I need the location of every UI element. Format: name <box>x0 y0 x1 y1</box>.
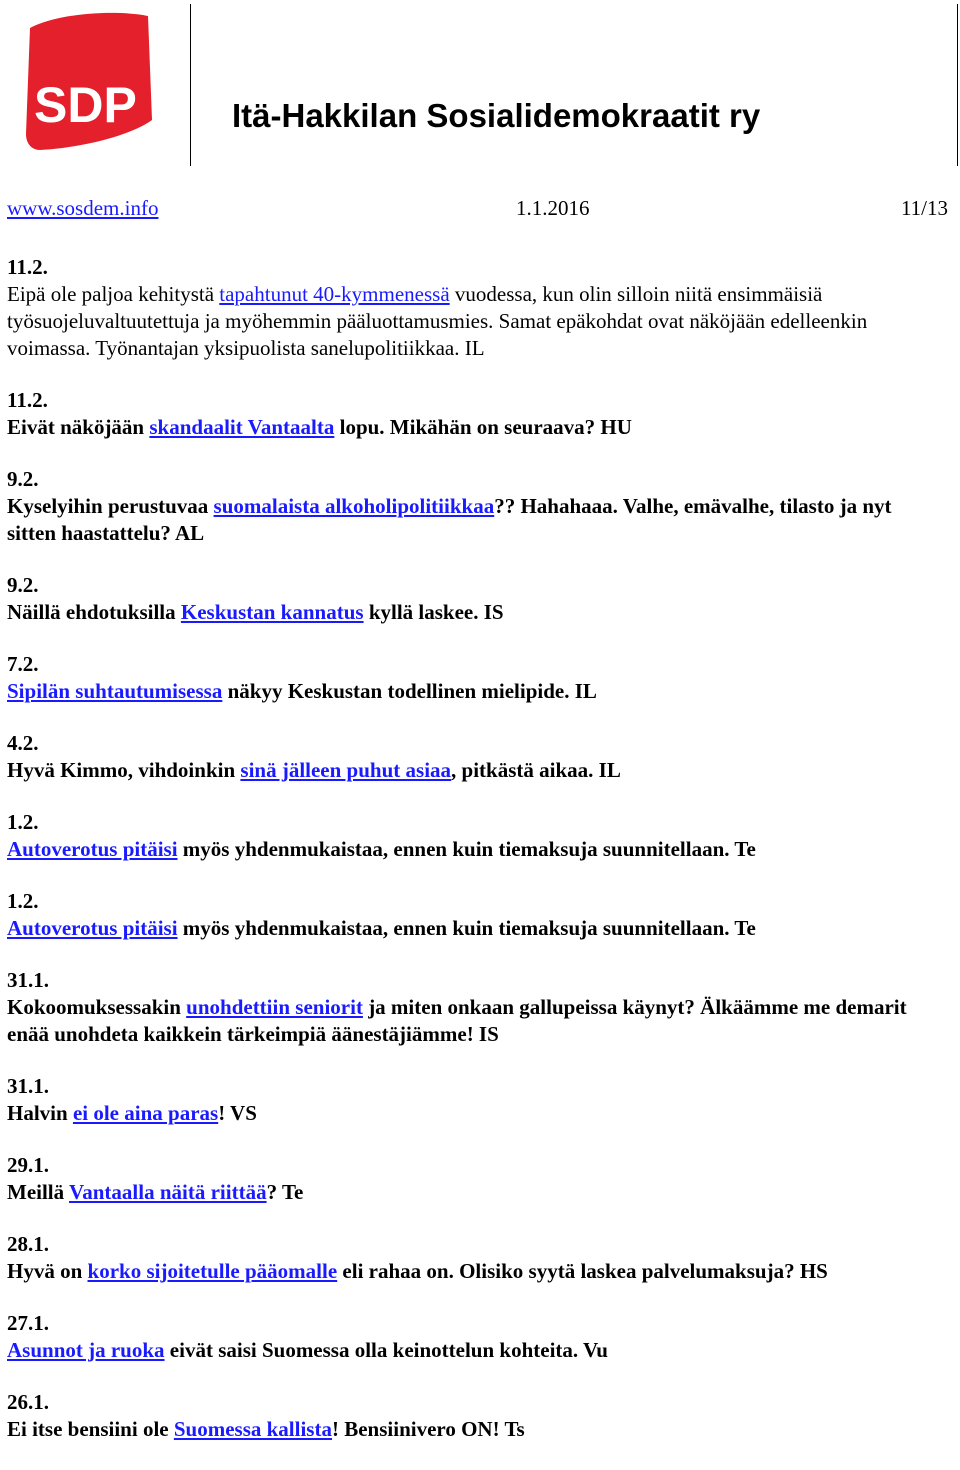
entry-link[interactable]: sinä jälleen puhut asiaa <box>240 758 452 782</box>
entry-date: 1.2. <box>7 810 39 834</box>
entry-text-segment: Hyvä on <box>7 1259 88 1283</box>
entry-link[interactable]: Asunnot ja ruoka <box>7 1338 165 1362</box>
entry-date: 7.2. <box>7 652 39 676</box>
entry-link[interactable]: Vantaalla näitä riittää <box>69 1180 267 1204</box>
entry-text <box>7 915 942 942</box>
entry-text-segment: Eivät näköjään <box>7 415 150 439</box>
entry-text-segment: vuodessa, kun olin silloin niitä ensimmäisiä työsuojeluvaltuutettuja ja myöhemmin pääluottamusmies. Samat epäkohdat ovat näköjään edelleenkin voimassa. Työnantajan yksipuolista sanelupolitiikkaa. IL <box>7 282 868 360</box>
header-divider-left <box>190 4 191 166</box>
news-entry <box>7 1389 942 1443</box>
entry-text <box>7 1179 942 1206</box>
news-entry <box>7 1152 942 1206</box>
entry-date: 9.2. <box>7 467 39 491</box>
entry-text-segment: ? Te <box>266 1180 304 1204</box>
news-entry <box>7 1231 942 1285</box>
entry-text <box>7 1100 942 1127</box>
entry-text <box>7 836 942 863</box>
sdp-rose-logo-graphic <box>20 10 156 150</box>
entry-link[interactable]: unohdettiin seniorit <box>186 995 363 1019</box>
news-entry <box>7 387 942 441</box>
entry-date: 11.2. <box>7 388 48 412</box>
header-meta-row <box>7 193 948 223</box>
entry-date: 29.1. <box>7 1153 49 1177</box>
news-entry <box>7 466 942 547</box>
entry-text-segment: myös yhdenmukaistaa, ennen kuin tiemaksuja suunnitellaan. Te <box>177 837 756 861</box>
entry-text-segment: ?? Hahahaaa. Valhe, emävalhe, tilasto ja nyt sitten haastattelu? AL <box>7 494 892 545</box>
news-entry <box>7 1310 942 1364</box>
news-entry <box>7 572 942 626</box>
entry-link[interactable]: Sipilän suhtautumisessa <box>7 679 223 703</box>
entry-text-segment: eivät saisi Suomessa olla keinottelun kohteita. Vu <box>164 1338 608 1362</box>
news-entry <box>7 809 942 863</box>
entry-text <box>7 1416 942 1443</box>
entry-text-segment: lopu. Mikähän on seuraava? HU <box>334 415 632 439</box>
entry-link[interactable]: Autoverotus pitäisi <box>7 916 178 940</box>
entry-link[interactable]: suomalaista alkoholipolitiikkaa <box>213 494 495 518</box>
entry-text-segment: myös yhdenmukaistaa, ennen kuin tiemaksuja suunnitellaan. Te <box>177 916 756 940</box>
organization-name: Itä-Hakkilan Sosialidemokraatit ry <box>232 97 761 134</box>
entry-link[interactable]: Keskustan kannatus <box>180 600 364 624</box>
entry-date: 31.1. <box>7 968 49 992</box>
entry-text <box>7 678 942 705</box>
entry-text-segment: ja miten onkaan gallupeissa käynyt? Älkäämme me demarit enää unohdeta kaikkein tärkeimpiä äänestäjiämme! IS <box>7 995 907 1046</box>
entry-text-segment: Hyvä Kimmo, vihdoinkin <box>7 758 241 782</box>
entry-text-segment: Ei itse bensiini ole <box>7 1417 174 1441</box>
news-entry <box>7 967 942 1048</box>
entry-text-segment: näkyy Keskustan todellinen mielipide. IL <box>222 679 597 703</box>
entry-link[interactable]: tapahtunut 40-kymmenessä <box>219 282 450 306</box>
entry-date: 4.2. <box>7 731 39 755</box>
entry-text-segment: Halvin <box>7 1101 73 1125</box>
entry-text-segment: Kyselyihin perustuvaa <box>7 494 214 518</box>
entry-date: 26.1. <box>7 1390 49 1414</box>
entry-text <box>7 1337 942 1364</box>
entry-link[interactable]: Autoverotus pitäisi <box>7 837 178 861</box>
news-entry <box>7 1073 942 1127</box>
entry-date: 31.1. <box>7 1074 49 1098</box>
entry-text <box>7 1258 942 1285</box>
entry-text <box>7 599 942 626</box>
entry-link[interactable]: ei ole aina paras <box>72 1101 219 1125</box>
entry-text <box>7 414 942 441</box>
entry-text <box>7 493 942 547</box>
entry-date: 9.2. <box>7 573 39 597</box>
entry-text-segment: Eipä ole paljoa kehitystä <box>7 282 220 306</box>
entry-date: 11.2. <box>7 255 48 279</box>
news-entry <box>7 254 942 362</box>
entry-date: 27.1. <box>7 1311 49 1335</box>
document-date: 1.1.2016 <box>516 196 590 220</box>
entry-date: 28.1. <box>7 1232 49 1256</box>
entry-text-segment: , pitkästä aikaa. IL <box>451 758 621 782</box>
header-divider-right <box>957 4 958 166</box>
entry-text-segment: eli rahaa on. Olisiko syytä laskea palvelumaksuja? HS <box>337 1259 828 1283</box>
website-link[interactable]: www.sosdem.info <box>7 196 159 220</box>
news-entry <box>7 730 942 784</box>
news-entries-list <box>7 254 942 1468</box>
entry-text-segment: ! VS <box>218 1101 257 1125</box>
entry-text <box>7 994 942 1048</box>
news-entry <box>7 888 942 942</box>
entry-text <box>7 281 942 362</box>
entry-link[interactable]: korko sijoitetulle pääomalle <box>87 1259 338 1283</box>
entry-text-segment: kyllä laskee. IS <box>363 600 504 624</box>
entry-date: 1.2. <box>7 889 39 913</box>
page-number: 11/13 <box>900 196 948 220</box>
entry-link[interactable]: Suomessa kallista <box>173 1417 332 1441</box>
logo-text: SDP <box>34 77 137 133</box>
entry-link[interactable]: skandaalit Vantaalta <box>149 415 335 439</box>
entry-text-segment: Meillä <box>7 1180 70 1204</box>
entry-text-segment: ! Bensiinivero ON! Ts <box>331 1417 525 1441</box>
entry-text <box>7 757 942 784</box>
entry-text-segment: Kokoomuksessakin <box>7 995 187 1019</box>
entry-text-segment: Näillä ehdotuksilla <box>7 600 181 624</box>
sdp-logo <box>20 10 156 150</box>
news-entry <box>7 651 942 705</box>
